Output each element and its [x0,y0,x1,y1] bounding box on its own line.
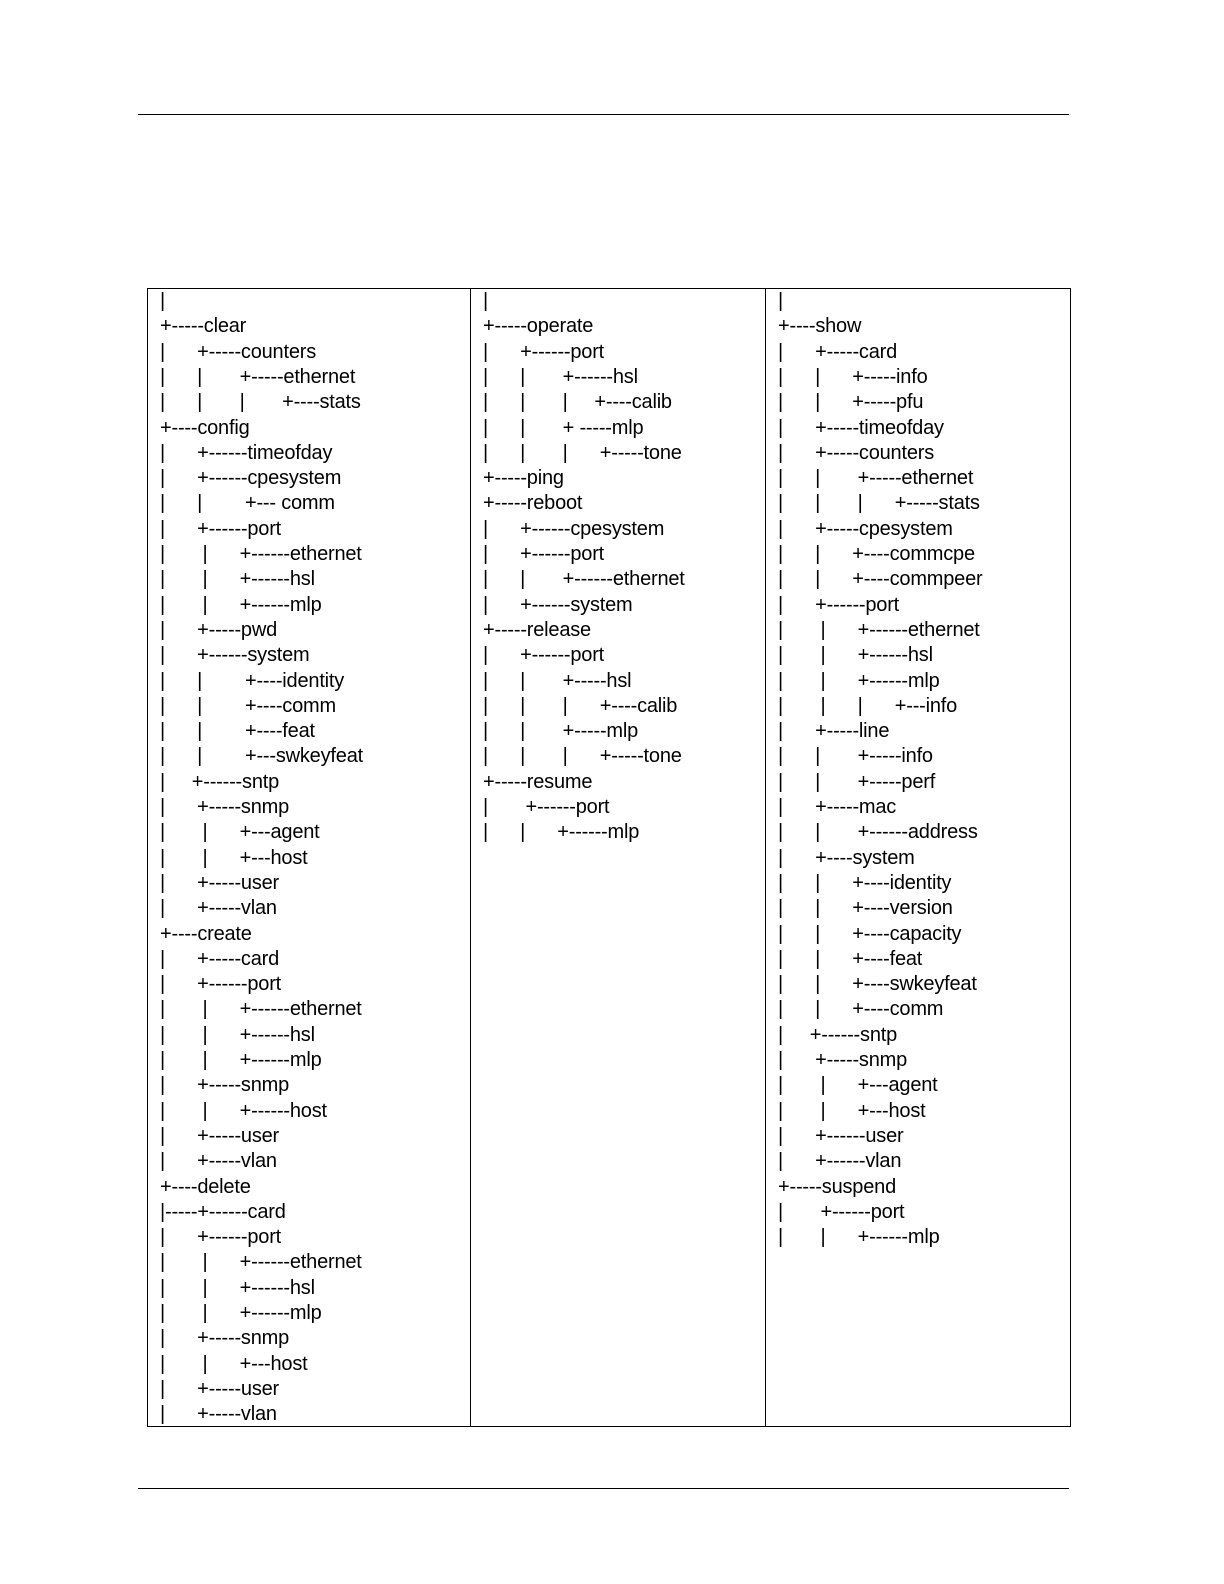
tree-line: | | +------hsl [160,1023,315,1046]
tree-line: | +------port [483,796,610,818]
command-tree-table [147,288,1071,1427]
tree-line: | +------system [483,593,633,616]
tree-line: | +------port [778,593,900,616]
tree-line: | +------cpesystem [483,517,665,540]
tree-line: +-----reboot [483,492,583,515]
tree-line: | +-----snmp [778,1049,908,1071]
tree-line: | | +------ethernet [160,998,362,1021]
footer-rule [138,1488,1069,1489]
tree-line: | +-----counters [160,340,317,363]
tree-line: | | | +----calib [483,694,678,717]
tree-line: |-----+------card [160,1200,286,1223]
tree-line: | | +------mlp [483,821,640,844]
tree-line: | +-----snmp [160,1327,290,1350]
tree-line: | | +----identity [160,669,345,692]
tree-line: | +------vlan [778,1150,902,1173]
tree-line: | | | +----calib [483,391,672,414]
tree-line: | | +------mlp [778,669,940,692]
tree-line: +----show [778,315,862,338]
tree-line: | +------port [160,1226,282,1249]
tree-line: | +------sntp [778,1023,898,1046]
tree-line: | +-----user [160,1377,280,1400]
tree-line: +-----operate [483,315,594,338]
tree-line: | +-----snmp [160,796,290,818]
tree-line: | | +----commcpe [778,543,975,565]
tree-line: | +----system [778,846,915,869]
tree-line: | | +----feat [160,720,315,743]
tree-line: | | +---swkeyfeat [160,745,363,768]
tree-line: | | +---host [778,1099,926,1122]
tree-line: +----config [160,416,250,439]
tree-line: | +-----user [160,871,280,894]
tree-line: | | | +-----stats [778,492,980,515]
tree-column-1 [148,289,471,1426]
tree-line: | | +----feat [778,947,923,970]
tree-line: | | +------mlp [160,1049,322,1071]
tree-line: | | +-----hsl [483,669,632,692]
tree-line: | +------user [778,1124,904,1147]
tree-line: | | +------mlp [160,1302,322,1324]
tree-line: | | +--- comm [160,492,335,515]
tree-line: | +------cpesystem [160,467,342,490]
tree-line: +----create [160,922,252,945]
tree-line: | | | +---info [778,694,958,717]
tree-line: +-----resume [483,770,593,793]
tree-line: | | +------ethernet [160,1251,362,1274]
tree-line: | | +------mlp [160,593,322,616]
tree-line: | [160,290,165,312]
tree-line: | +-----vlan [160,1150,277,1173]
tree-line: | | +------hsl [160,568,315,591]
tree-line: | +------port [483,340,605,363]
tree-column-2 [471,289,766,1426]
tree-line: | | +---host [160,1352,308,1375]
tree-line: | +------system [160,644,310,667]
tree-line: | | +-----info [778,745,933,768]
tree-line: | +------port [778,1200,905,1223]
tree-line: | +------timeofday [160,441,333,464]
tree-line: | | +-----pfu [778,391,924,414]
tree-line: | | +----swkeyfeat [778,973,977,996]
tree-line: | +------sntp [160,770,280,793]
tree-line: | +------port [160,517,282,540]
tree-line: | [778,290,783,312]
tree-line: | | +------hsl [483,365,638,388]
tree-line: | +-----card [778,340,898,363]
tree-line: +-----release [483,618,591,641]
tree-line: | | +------hsl [160,1276,315,1299]
tree-line: | +-----vlan [160,1403,277,1426]
tree-line: | | +---agent [160,821,320,844]
tree-line: | | +-----mlp [483,720,639,743]
tree-line: | | +-----ethernet [160,365,356,388]
tree-line: | | +----identity [778,871,952,894]
tree-line: | | +----comm [160,694,336,717]
tree-line: | | +------hsl [778,644,933,667]
tree-line: | +-----pwd [160,618,278,641]
tree-line: | | +------ethernet [778,618,980,641]
tree-line: | | | +-----tone [483,441,682,464]
tree-line: | +-----line [778,720,890,743]
tree-line: | | +-----perf [778,770,936,793]
tree-line: | | +------ethernet [483,568,685,591]
tree-line: | | +------ethernet [160,543,362,565]
tree-line: | +------port [483,543,605,565]
tree-line: | | +---host [160,846,308,869]
tree-line: | +-----counters [778,441,935,464]
tree-line: | +-----user [160,1124,280,1147]
tree-line: | | +------address [778,821,978,844]
tree-line: | | | +-----tone [483,745,682,768]
tree-line: | +------port [483,644,605,667]
tree-line: +-----ping [483,467,564,490]
tree-line: | | | +----stats [160,391,361,414]
tree-line: | | +-----ethernet [778,467,974,490]
tree-line: | +-----snmp [160,1074,290,1097]
tree-line: | +-----timeofday [778,416,944,439]
tree-line: +----delete [160,1175,251,1198]
tree-line: | | +-----info [778,365,928,388]
tree-line: | | +------host [160,1099,327,1122]
tree-line: | | +----comm [778,998,944,1021]
tree-line: | +-----cpesystem [778,517,953,540]
header-rule [138,114,1069,115]
tree-line: | | +----commpeer [778,568,983,591]
tree-line: | [483,290,488,312]
tree-line: | | +---agent [778,1074,938,1097]
tree-line: | | +----version [778,897,953,920]
tree-line: +-----clear [160,315,247,338]
tree-line: | | + -----mlp [483,416,644,439]
tree-line: | +------port [160,973,282,996]
tree-line: | | +------mlp [778,1226,940,1249]
tree-line: | | +----capacity [778,922,962,945]
tree-line: | +-----vlan [160,897,277,920]
tree-line: | +-----mac [778,796,897,818]
tree-column-3 [766,289,1070,1426]
tree-line: | +-----card [160,947,280,970]
tree-line: +-----suspend [778,1175,896,1198]
